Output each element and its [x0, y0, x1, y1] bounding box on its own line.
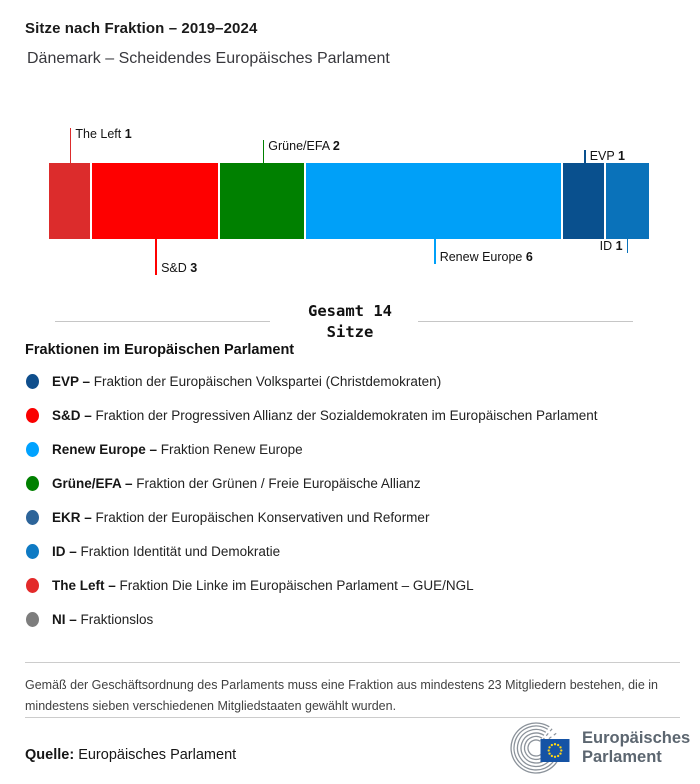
legend-label-ni: NI – Fraktionslos	[52, 611, 154, 627]
segment-label-the-left: The Left 1	[75, 127, 132, 141]
legend-dot-ni	[26, 612, 39, 627]
segment-label-sd: S&D 3	[161, 261, 198, 275]
logo-wordmark-line1: Europäisches	[582, 729, 691, 747]
segment-label-gruene-efa: Grüne/EFA 2	[268, 139, 340, 153]
legend-dot-the-left	[26, 578, 39, 593]
legend-dot-sd	[26, 408, 39, 423]
legend-label-evp: EVP – Fraktion der Europäischen Volkspartei (Christdemokraten)	[52, 373, 442, 389]
callout-tick-sd	[155, 239, 157, 275]
bar-segment-gruene-efa[interactable]	[220, 163, 306, 239]
legend-label-the-left: The Left – Fraktion Die Linke im Europäischen Parlament – GUE/NGL	[52, 577, 474, 593]
legend-list	[26, 364, 686, 636]
callout-tick-id	[627, 239, 629, 253]
seat-bar-chart	[0, 0, 700, 300]
legend-label-renew-europe: Renew Europe – Fraktion Renew Europe	[52, 441, 303, 457]
legend-item-gruene-efa	[26, 466, 686, 500]
total-seats-label	[0, 301, 700, 343]
logo-wordmark	[582, 722, 690, 766]
legend-dot-evp	[26, 374, 39, 389]
legend-dot-gruene-efa	[26, 476, 39, 491]
footnote-divider-top	[25, 662, 680, 663]
segment-label-renew-europe: Renew Europe 6	[439, 250, 533, 264]
bar-segment-id[interactable]	[606, 163, 649, 239]
legend-label-gruene-efa: Grüne/EFA – Fraktion der Grünen / Freie Europäische Allianz	[52, 475, 421, 491]
segment-label-evp: EVP 1	[589, 149, 625, 163]
logo-wordmark-line2: Parlament	[582, 747, 662, 766]
legend-item-the-left	[26, 568, 686, 602]
legend-label-ekr: EKR – Fraktion der Europäischen Konservativen und Reformer	[52, 509, 430, 525]
page-subtitle: Dänemark – Scheidendes Europäisches Parlament	[27, 50, 390, 67]
bar-segment-the-left[interactable]	[49, 163, 92, 239]
bar-segment-evp[interactable]	[563, 163, 606, 239]
legend-label-id: ID – Fraktion Identität und Demokratie	[52, 543, 281, 559]
callout-tick-renew-europe	[434, 239, 436, 264]
legend-label-sd: S&D – Fraktion der Progressiven Allianz der Sozialdemokraten im Europäischen Parlament	[52, 407, 598, 423]
legend-heading: Fraktionen im Europäischen Parlament	[25, 342, 295, 358]
bar-segment-sd[interactable]	[92, 163, 221, 239]
bar-segment-renew-europe[interactable]	[306, 163, 563, 239]
source-value-text: Europäisches Parlament	[78, 747, 237, 763]
legend-item-ekr	[26, 500, 686, 534]
legend-dot-ekr	[26, 510, 39, 525]
total-seats-line1: Gesamt 14	[308, 302, 392, 320]
legend-item-renew-europe	[26, 432, 686, 466]
legend-dot-renew-europe	[26, 442, 39, 457]
total-seats-line2: Sitze	[326, 323, 374, 341]
legend-item-ni	[26, 602, 686, 636]
footnote-text: Gemäß der Geschäftsordnung des Parlaments muss eine Fraktion aus mindestens 23 Mitgliedern bestehen, die in mindestens sieben verschiedenen Mitgliedstaaten gewählt wurden.	[25, 678, 658, 713]
callout-tick-gruene-efa	[263, 140, 265, 163]
legend-item-id	[26, 534, 686, 568]
parliament-hemicycle-icon	[504, 722, 576, 774]
page-title: Sitze nach Fraktion – 2019–2024	[25, 20, 258, 37]
legend-dot-id	[26, 544, 39, 559]
legend-item-sd	[26, 398, 686, 432]
european-parliament-logo	[504, 722, 690, 774]
eu-flag-icon	[541, 739, 570, 762]
callout-tick-the-left	[70, 128, 72, 163]
legend-item-evp	[26, 364, 686, 398]
source-label: Quelle:	[25, 747, 75, 763]
callout-tick-evp	[584, 150, 586, 163]
footnote-divider-bottom	[25, 717, 680, 718]
segment-label-id: ID 1	[599, 239, 623, 253]
source-line	[25, 747, 236, 763]
